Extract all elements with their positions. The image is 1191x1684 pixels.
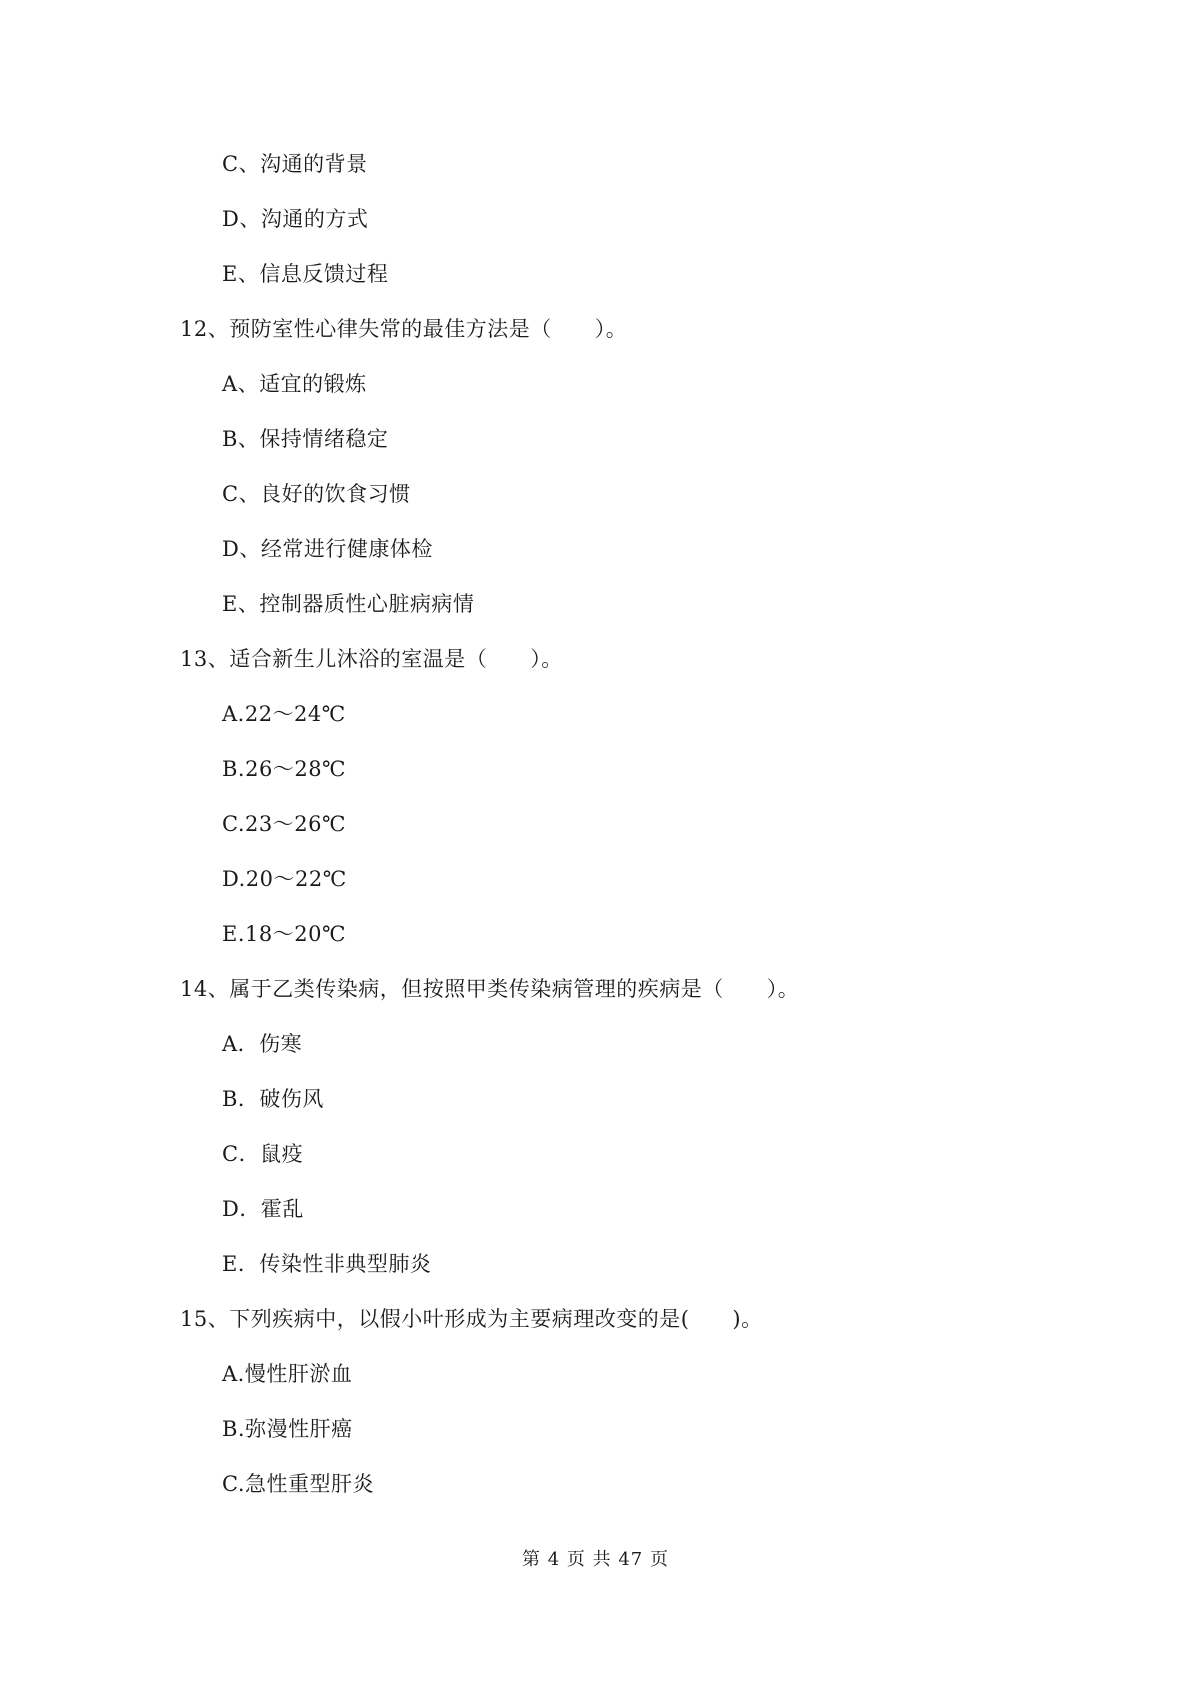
option-12-a: A、适宜的锻炼 (222, 372, 367, 396)
question-13: 13、适合新生儿沐浴的室温是（ ）。 (180, 647, 563, 671)
option-14-c: C．鼠疫 (222, 1142, 304, 1166)
question-15: 15、下列疾病中，以假小叶形成为主要病理改变的是( )。 (180, 1307, 763, 1331)
question-14: 14、属于乙类传染病，但按照甲类传染病管理的疾病是（ ）。 (180, 977, 800, 1001)
option-11-e: E、信息反馈过程 (222, 262, 389, 286)
option-14-b: B．破伤风 (222, 1087, 324, 1111)
option-12-e: E、控制器质性心脏病病情 (222, 592, 475, 616)
option-15-c: C.急性重型肝炎 (222, 1472, 374, 1496)
option-13-a: A.22～24℃ (222, 702, 346, 726)
option-13-d: D.20～22℃ (222, 867, 347, 891)
option-14-e: E．传染性非典型肺炎 (222, 1252, 432, 1276)
question-12: 12、预防室性心律失常的最佳方法是（ ）。 (180, 317, 628, 341)
option-12-d: D、经常进行健康体检 (222, 537, 433, 561)
option-12-c: C、良好的饮食习惯 (222, 482, 411, 506)
option-11-d: D、沟通的方式 (222, 207, 369, 231)
option-15-a: A.慢性肝淤血 (222, 1362, 353, 1386)
option-11-c: C、沟通的背景 (222, 152, 368, 176)
option-15-b: B.弥漫性肝癌 (222, 1417, 353, 1441)
option-13-b: B.26～28℃ (222, 757, 347, 781)
page-footer: 第 4 页 共 47 页 (522, 1549, 669, 1570)
option-13-c: C.23～26℃ (222, 812, 346, 836)
option-14-d: D．霍乱 (222, 1197, 304, 1221)
option-14-a: A．伤寒 (222, 1032, 303, 1056)
option-12-b: B、保持情绪稳定 (222, 427, 389, 451)
option-13-e: E.18～20℃ (222, 922, 346, 946)
